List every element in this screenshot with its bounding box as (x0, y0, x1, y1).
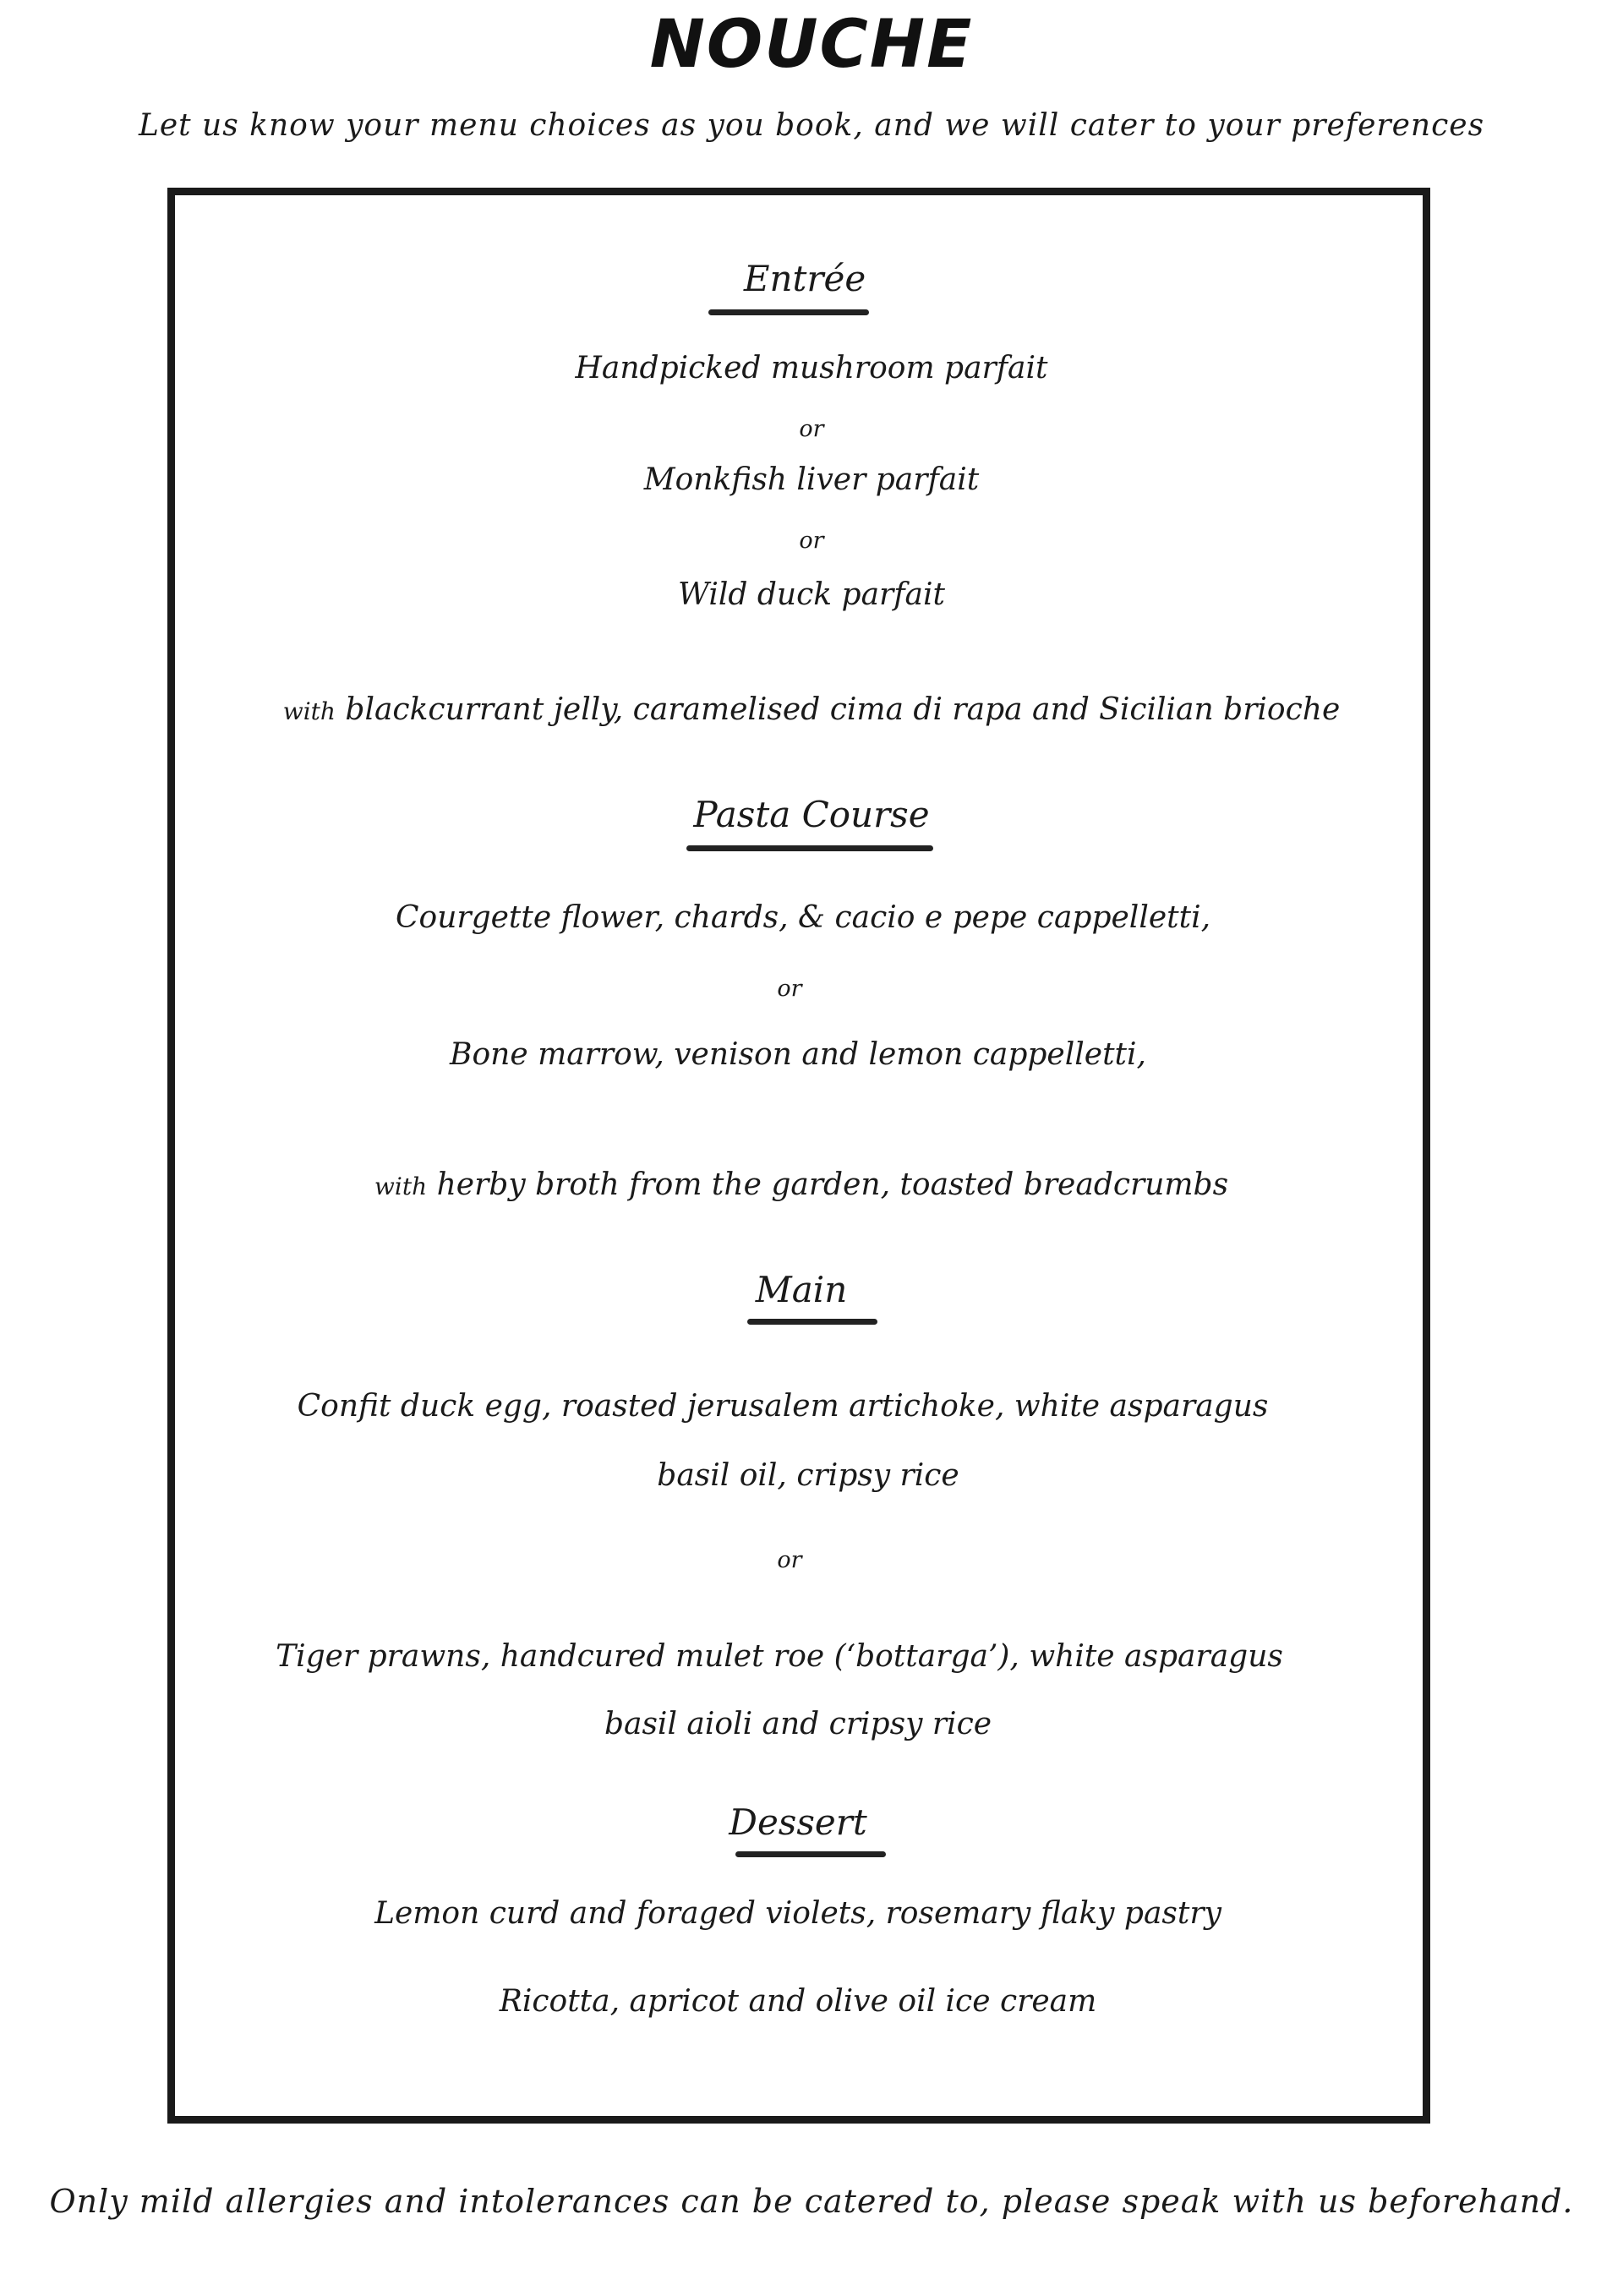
section-underline-pasta (686, 845, 933, 851)
or-separator: or (799, 416, 824, 442)
or-separator: or (799, 528, 824, 554)
section-title-main: Main (755, 1269, 848, 1310)
menu-item-line: Confit duck egg, roasted jerusalem artichoke, white asparagus (297, 1389, 1269, 1424)
accompaniment-text: herby broth from the garden, toasted breadcrumbs (436, 1167, 1229, 1202)
menu-item: Ricotta, apricot and olive oil ice cream (499, 1984, 1097, 2019)
menu-item: Courgette flower, chards, & cacio e pepe cappelletti, (395, 900, 1211, 935)
menu-item: Lemon curd and foraged violets, rosemary flaky pastry (374, 1896, 1221, 1931)
or-separator: or (777, 1547, 802, 1573)
menu-item-line: Tiger prawns, handcured mulet roe (‘bottarga’), white asparagus (276, 1639, 1283, 1674)
accompaniment (0, 1167, 1613, 1205)
menu-item: Wild duck parfait (677, 577, 946, 612)
section-underline-entree (708, 309, 869, 315)
section-underline-main (747, 1319, 877, 1325)
section-title-entree: Entrée (743, 258, 866, 299)
allergy-note: Only mild allergies and intolerances can be catered to, please speak with us beforehand. (49, 2183, 1574, 2220)
menu-item-line: basil aioli and cripsy rice (604, 1707, 992, 1741)
menu-item: Bone marrow, venison and lemon cappelletti, (450, 1037, 1146, 1072)
section-title-dessert: Dessert (729, 1801, 867, 1843)
or-separator: or (777, 976, 802, 1002)
accompaniment (0, 692, 1623, 730)
section-underline-dessert (735, 1851, 886, 1857)
tagline: Let us know your menu choices as you book, and we will cater to your preferences (138, 108, 1485, 143)
menu-item: Monkfish liver parfait (643, 462, 980, 497)
accompaniment-text: blackcurrant jelly, caramelised cima di rapa and Sicilian brioche (345, 692, 1341, 727)
with-word: with (282, 697, 336, 725)
with-word: with (374, 1173, 428, 1200)
menu-item: Handpicked mushroom parfait (575, 351, 1048, 385)
restaurant-logo: NOUCHE (649, 7, 974, 83)
section-title-pasta: Pasta Course (693, 794, 930, 835)
menu-item-line: basil oil, cripsy rice (657, 1458, 959, 1493)
